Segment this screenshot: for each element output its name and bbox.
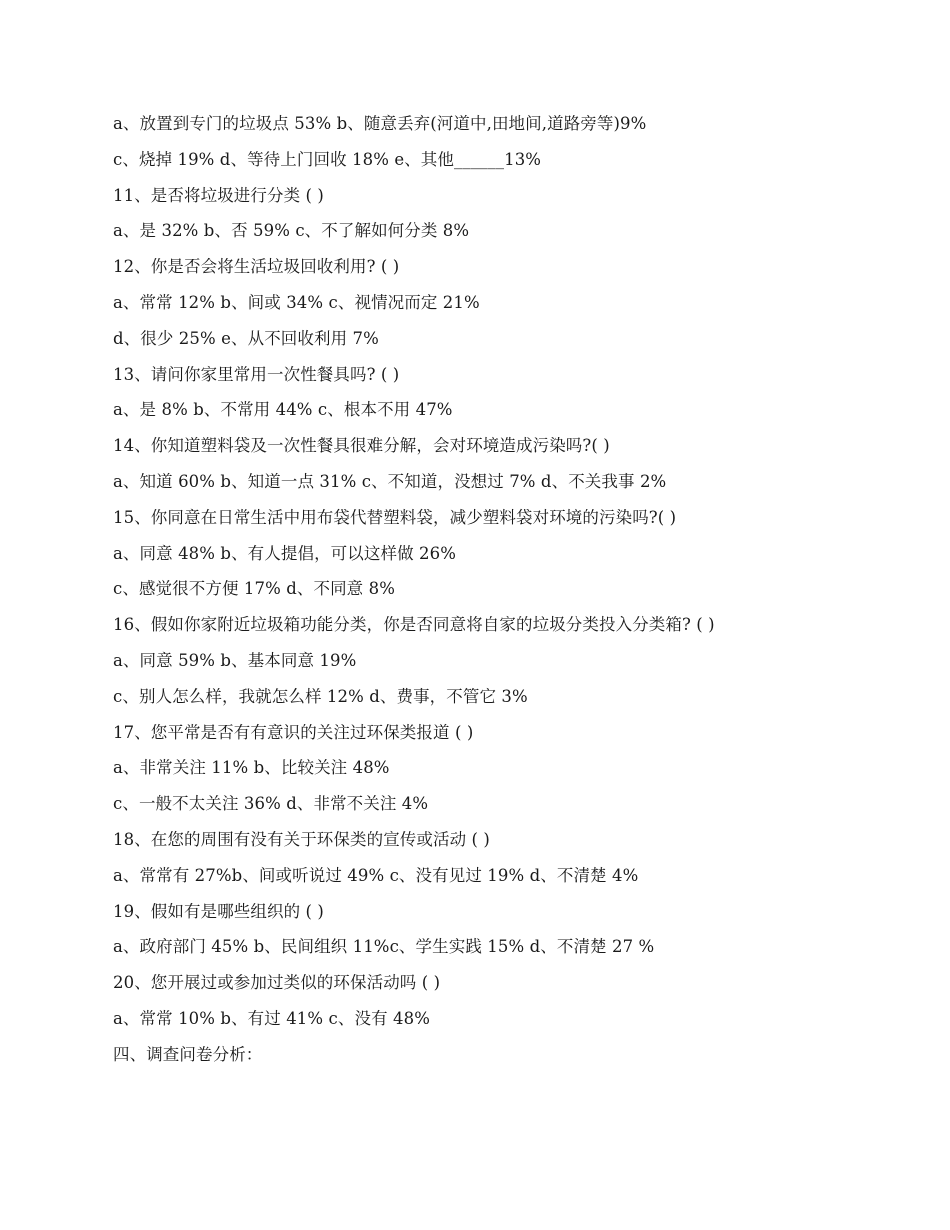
question-12: 12、你是否会将生活垃圾回收利用? ( )	[113, 257, 400, 277]
answer-line-q10-cde: c、烧掉 19% d、等待上门回收 18% e、其他______13%	[113, 149, 542, 169]
question-11: 11、是否将垃圾进行分类 ( )	[113, 185, 324, 205]
answer-line-q12-de: d、很少 25% e、从不回收利用 7%	[113, 328, 379, 348]
answer-line-q15-cd: c、感觉很不方便 17% d、不同意 8%	[113, 579, 395, 599]
answer-line-q15-ab: a、同意 48% b、有人提倡，可以这样做 26%	[113, 543, 456, 563]
question-16: 16、假如你家附近垃圾箱功能分类，你是否同意将自家的垃圾分类投入分类箱? ( )	[113, 615, 715, 635]
section-heading-analysis: 四、调查问卷分析：	[113, 1044, 263, 1064]
answer-line-q17-ab: a、非常关注 11% b、比较关注 48%	[113, 758, 390, 778]
question-20: 20、您开展过或参加过类似的环保活动吗 ( )	[113, 973, 441, 993]
answer-line-q12-abc: a、常常 12% b、间或 34% c、视情况而定 21%	[113, 292, 480, 312]
question-15: 15、你同意在日常生活中用布袋代替塑料袋，减少塑料袋对环境的污染吗?( )	[113, 507, 677, 527]
question-13: 13、请问你家里常用一次性餐具吗? ( )	[113, 364, 400, 384]
answer-line-q18: a、常常有 27%b、间或听说过 49% c、没有见过 19% d、不清楚 4%	[113, 865, 639, 885]
answer-line-q16-cd: c、别人怎么样，我就怎么样 12% d、费事，不管它 3%	[113, 686, 528, 706]
answer-line-q10-ab: a、放置到专门的垃圾点 53% b、随意丢弃(河道中,田地间,道路旁等)9%	[113, 114, 647, 133]
answer-line-q19: a、政府部门 45% b、民间组织 11%c、学生实践 15% d、不清楚 27 %	[113, 937, 655, 957]
question-14: 14、你知道塑料袋及一次性餐具很难分解，会对环境造成污染吗?( )	[113, 436, 610, 456]
answer-line-q17-cd: c、一般不太关注 36% d、非常不关注 4%	[113, 794, 429, 814]
question-19: 19、假如有是哪些组织的 ( )	[113, 901, 324, 921]
answer-line-q11: a、是 32% b、否 59% c、不了解如何分类 8%	[113, 221, 470, 241]
question-17: 17、您平常是否有有意识的关注过环保类报道 ( )	[113, 722, 474, 742]
question-18: 18、在您的周围有没有关于环保类的宣传或活动 ( )	[113, 829, 490, 849]
answer-line-q20: a、常常 10% b、有过 41% c、没有 48%	[113, 1008, 430, 1028]
answer-line-q16-ab: a、同意 59% b、基本同意 19%	[113, 650, 357, 670]
document-body	[113, 112, 873, 1079]
answer-line-q14: a、知道 60% b、知道一点 31% c、不知道，没想过 7% d、不关我事 2%	[113, 471, 667, 491]
answer-line-q13: a、是 8% b、不常用 44% c、根本不用 47%	[113, 400, 453, 420]
